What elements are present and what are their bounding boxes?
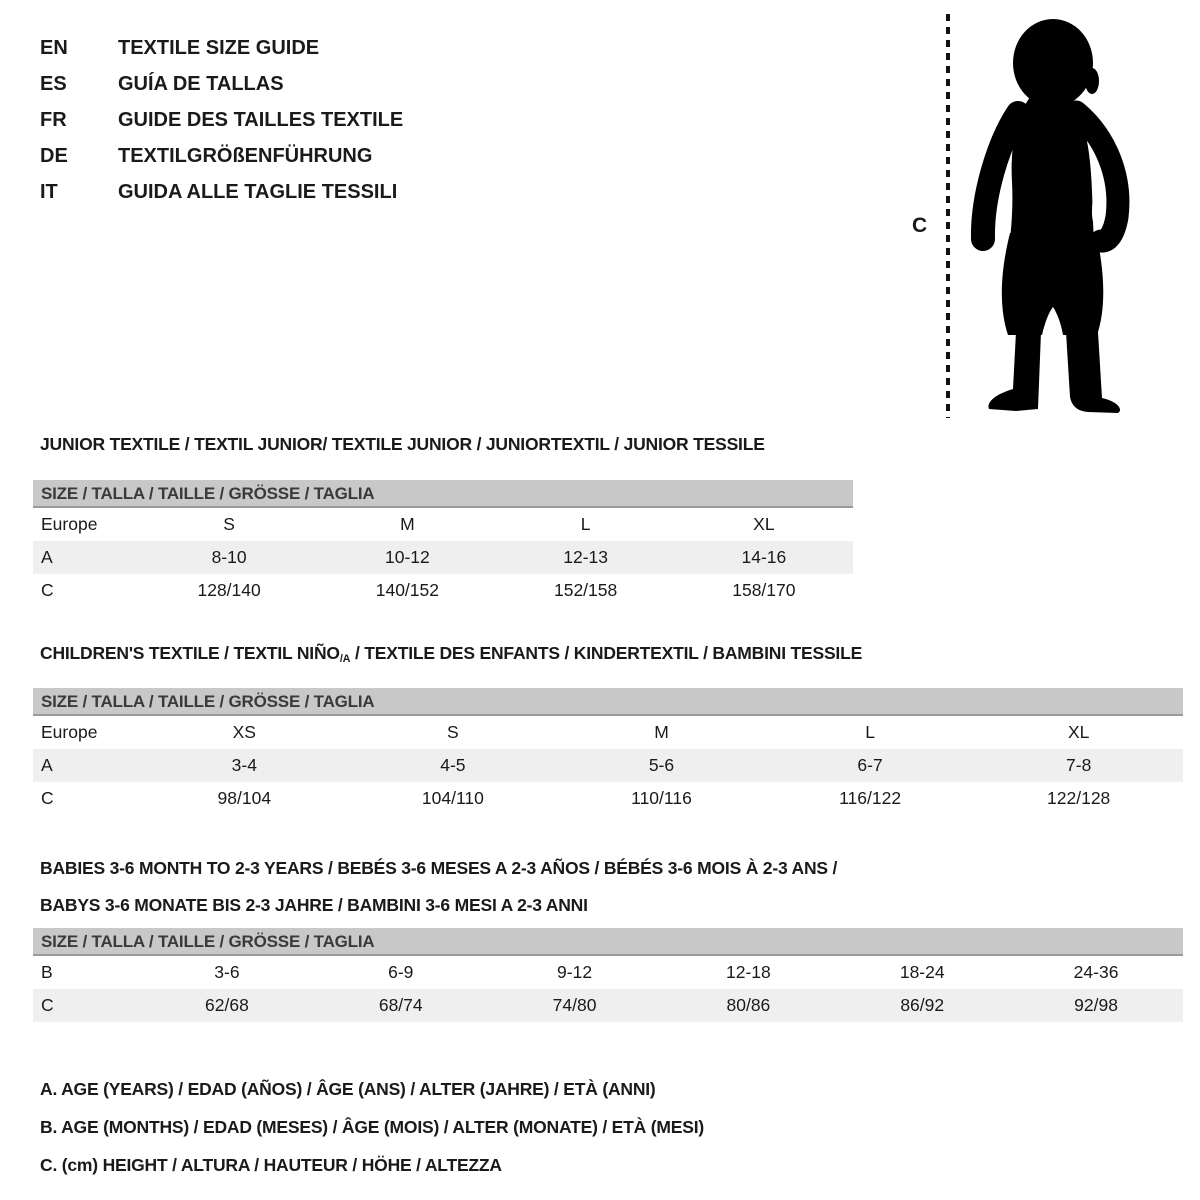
table-row-europe: [33, 716, 1183, 749]
guide-title-it: GUIDA ALLE TAGLIE TESSILI: [118, 180, 398, 203]
size-cell: M: [400, 514, 415, 534]
height-cell: 98/104: [217, 788, 272, 808]
age-cell: 18-24: [899, 962, 945, 982]
height-cell: 110/116: [631, 788, 692, 808]
guide-title-fr: GUIDE DES TAILLES TEXTILE: [118, 108, 404, 131]
babies-section-heading: [40, 850, 837, 924]
children-size-table-header: SIZE / TALLA / TAILLE / GRÖSSE / TAGLIA: [33, 688, 1183, 716]
guide-title-en: TEXTILE SIZE GUIDE: [118, 36, 320, 59]
size-cell: XS: [232, 722, 256, 742]
age-cell: 3-4: [231, 755, 257, 775]
footnote-age-years: A. AGE (YEARS) / EDAD (AÑOS) / ÂGE (ANS) / ALTER (JAHRE) / ETÀ (ANNI): [40, 1079, 656, 1099]
guide-title-de: TEXTILGRÖßENFÜHRUNG: [118, 144, 373, 167]
babies-heading-line2: BABYS 3-6 MONATE BIS 2-3 JAHRE / BAMBINI 3-6 MESI A 2-3 ANNI: [40, 895, 588, 915]
height-cell: 68/74: [378, 995, 423, 1015]
size-cell: XL: [1067, 722, 1090, 742]
height-measure-dashed-line: [946, 14, 950, 418]
height-cell: 122/128: [1047, 788, 1111, 808]
language-code: FR: [40, 108, 67, 131]
row-label: Europe: [41, 514, 98, 534]
height-cell: 128/140: [197, 580, 261, 600]
height-cell: 80/86: [726, 995, 771, 1015]
table-row-europe: [33, 508, 853, 541]
age-cell: 7-8: [1066, 755, 1092, 775]
table-row-height: [33, 989, 1183, 1022]
age-cell: 24-36: [1073, 962, 1119, 982]
size-cell: L: [865, 722, 875, 742]
row-label: C: [41, 995, 54, 1015]
age-cell: 12-18: [726, 962, 771, 982]
age-cell: 5-6: [648, 755, 675, 775]
table-row-age: [33, 749, 1183, 782]
age-cell: 10-12: [384, 547, 430, 567]
height-cell: 62/68: [205, 995, 249, 1015]
height-cell: 92/98: [1074, 995, 1118, 1015]
toddler-silhouette-icon: [966, 16, 1138, 418]
language-code: ES: [40, 72, 67, 95]
babies-size-table-header: SIZE / TALLA / TAILLE / GRÖSSE / TAGLIA: [33, 928, 1183, 956]
junior-size-table-header: SIZE / TALLA / TAILLE / GRÖSSE / TAGLIA: [33, 480, 853, 508]
table-row-height: [33, 574, 853, 607]
height-cell: 104/110: [421, 788, 484, 808]
age-cell: 9-12: [557, 962, 593, 982]
table-row-age-months: [33, 956, 1183, 989]
language-code: EN: [40, 36, 68, 59]
guide-title-es: GUÍA DE TALLAS: [118, 72, 284, 95]
babies-size-table: [33, 928, 1183, 1022]
footnote-age-months: B. AGE (MONTHS) / EDAD (MESES) / ÂGE (MOIS) / ALTER (MONATE) / ETÀ (MESI): [40, 1117, 704, 1137]
language-row-en: [40, 30, 403, 66]
children-size-table: [33, 688, 1183, 815]
children-heading-post: / TEXTILE DES ENFANTS / KINDERTEXTIL / BAMBINI TESSILE: [350, 643, 863, 663]
row-label: C: [41, 788, 54, 808]
height-cell: 152/158: [553, 580, 618, 600]
height-cell: 140/152: [375, 580, 439, 600]
age-cell: 8-10: [211, 547, 247, 567]
language-code: IT: [40, 180, 58, 203]
height-cell: 86/92: [900, 995, 945, 1015]
age-cell: 6-9: [388, 962, 414, 982]
language-row-fr: [40, 102, 403, 138]
language-row-de: [40, 138, 403, 174]
babies-heading-line1: BABIES 3-6 MONTH TO 2-3 YEARS / BEBÉS 3-6 MESES A 2-3 AÑOS / BÉBÉS 3-6 MOIS À 2-3 ANS /: [40, 858, 838, 878]
size-cell: M: [654, 722, 669, 742]
row-label: A: [41, 755, 53, 775]
row-label: B: [41, 962, 53, 982]
children-section-heading: [40, 643, 862, 665]
row-label: C: [41, 580, 54, 600]
size-cell: S: [447, 722, 459, 742]
children-heading-sub: /A: [339, 653, 351, 666]
footnote-height-cm: C. (cm) HEIGHT / ALTURA / HAUTEUR / HÖHE / ALTEZZA: [40, 1155, 502, 1175]
row-label: Europe: [41, 722, 98, 742]
language-code: DE: [40, 144, 68, 167]
height-cell: 158/170: [732, 580, 796, 600]
height-cell: 116/122: [839, 788, 902, 808]
table-row-height: [33, 782, 1183, 815]
junior-section-heading: JUNIOR TEXTILE / TEXTIL JUNIOR/ TEXTILE JUNIOR / JUNIORTEXTIL / JUNIOR TESSILE: [40, 434, 765, 454]
language-row-it: [40, 174, 403, 210]
age-cell: 6-7: [857, 755, 883, 775]
size-cell: XL: [753, 514, 775, 534]
table-row-age: [33, 541, 853, 574]
language-header: [40, 30, 403, 210]
junior-size-table: [33, 480, 853, 607]
size-cell: S: [223, 514, 235, 534]
size-cell: L: [580, 514, 591, 534]
children-heading-pre: CHILDREN'S TEXTILE / TEXTIL NIÑO: [40, 643, 340, 663]
age-cell: 12-13: [563, 547, 608, 567]
height-cell: 74/80: [552, 995, 597, 1015]
language-row-es: [40, 66, 403, 102]
age-cell: 3-6: [214, 962, 240, 982]
height-measure-label: C: [912, 214, 928, 237]
row-label: A: [41, 547, 53, 567]
age-cell: 14-16: [741, 547, 787, 567]
age-cell: 4-5: [440, 755, 466, 775]
legend-footnotes: [40, 1070, 704, 1184]
